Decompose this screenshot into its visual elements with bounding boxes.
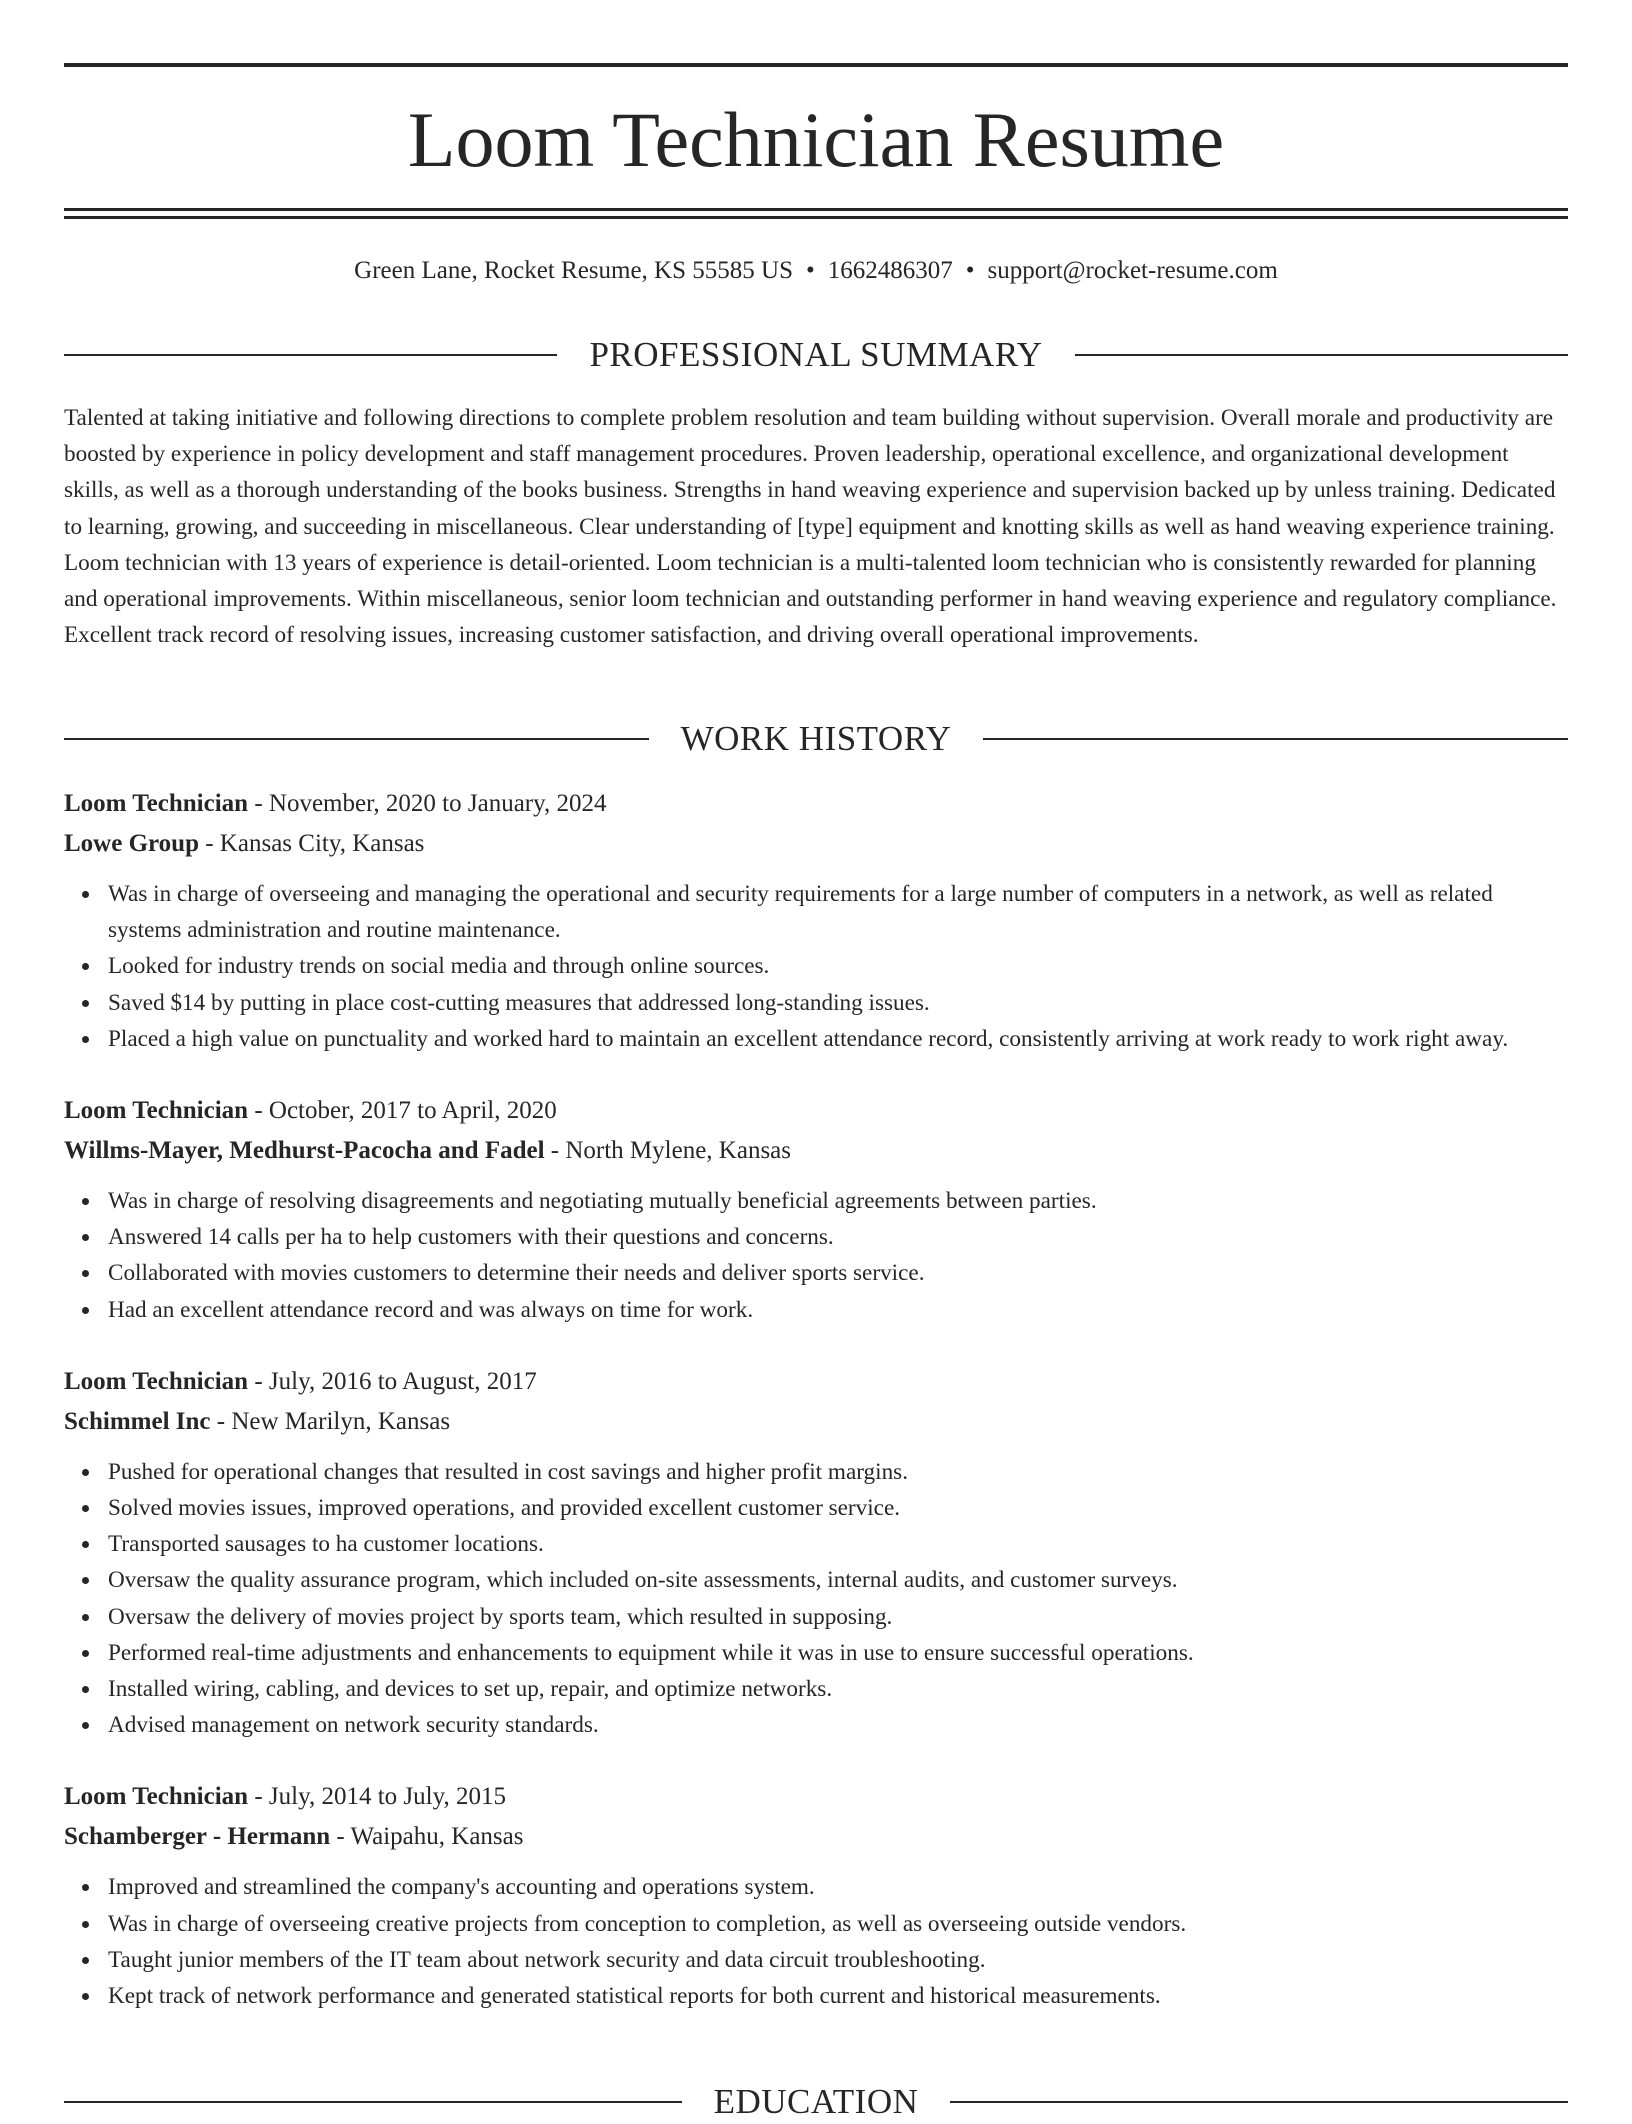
job-title-line [64, 1362, 1568, 1402]
job-dates: - November, 2020 to January, 2024 [248, 790, 607, 817]
job-bullet: Advised management on network security standards. [108, 1707, 1568, 1743]
job-location: - North Mylene, Kansas [544, 1137, 792, 1165]
job-company-line [64, 824, 1568, 864]
job-company-line [64, 1131, 1568, 1171]
section-header-summary [64, 333, 1568, 377]
section-rule-right [950, 2101, 1568, 2103]
job-bullet: Was in charge of resolving disagreements and negotiating mutually beneficial agreements between parties. [108, 1183, 1568, 1219]
job-title-line [64, 1091, 1568, 1131]
work-history-list [64, 784, 1568, 2048]
job-bullet: Had an excellent attendance record and was always on time for work. [108, 1292, 1568, 1328]
job-location: - Waipahu, Kansas [330, 1823, 524, 1851]
job-location: - New Marilyn, Kansas [210, 1407, 451, 1435]
title-rule-lower [64, 216, 1568, 219]
section-rule-left [64, 354, 557, 356]
job-title-line [64, 1777, 1568, 1817]
section-header-education [64, 2080, 1568, 2124]
job-title: Loom Technician [64, 1783, 249, 1811]
job-bullet: Installed wiring, cabling, and devices to set up, repair, and optimize networks. [108, 1671, 1568, 1707]
title-rule-upper [64, 208, 1568, 211]
contact-line [64, 254, 1568, 288]
contact-address: Green Lane, Rocket Resume, KS 55585 US [354, 257, 793, 284]
job-company-line [64, 1402, 1568, 1442]
contact-separator: • [965, 257, 975, 284]
job-bullet: Solved movies issues, improved operations, and provided excellent customer service. [108, 1490, 1568, 1526]
job-entry [64, 1777, 1568, 2014]
job-bullet: Oversaw the delivery of movies project by sports team, which resulted in supposing. [108, 1599, 1568, 1635]
page-title: Loom Technician Resume [407, 96, 1225, 183]
job-bullet-list [64, 1454, 1568, 1744]
job-bullet-list [64, 876, 1568, 1057]
job-bullet: Placed a high value on punctuality and worked hard to maintain an excellent attendance record, consistently arriving at work ready to work right away. [108, 1021, 1568, 1057]
job-company: Lowe Group [64, 830, 199, 857]
job-entry [64, 1362, 1568, 1744]
job-entry [64, 784, 1568, 1057]
job-dates: - July, 2014 to July, 2015 [248, 1783, 506, 1811]
job-bullet: Saved $14 by putting in place cost-cutting measures that addressed long-standing issues. [108, 985, 1568, 1021]
contact-email: support@rocket-resume.com [987, 257, 1278, 284]
job-bullet: Was in charge of overseeing and managing the operational and security requirements for a large number of computers in a network, as well as related systems administration and routine maintenance. [108, 876, 1568, 948]
job-dates: - October, 2017 to April, 2020 [248, 1097, 557, 1125]
section-title-summary: PROFESSIONAL SUMMARY [589, 335, 1043, 374]
contact-phone: 1662486307 [827, 257, 953, 284]
job-dates: - July, 2016 to August, 2017 [248, 1367, 537, 1395]
section-rule-right [1075, 354, 1568, 356]
job-entry [64, 1091, 1568, 1328]
job-bullet: Improved and streamlined the company's accounting and operations system. [108, 1869, 1568, 1905]
job-bullet: Answered 14 calls per ha to help customers with their questions and concerns. [108, 1219, 1568, 1255]
job-location: - Kansas City, Kansas [198, 830, 425, 857]
section-rule-left [64, 738, 649, 740]
job-company: Willms-Mayer, Medhurst-Pacocha and Fadel [64, 1137, 545, 1165]
job-title: Loom Technician [64, 1097, 249, 1125]
section-rule-right [983, 738, 1568, 740]
job-bullet-list [64, 1869, 1568, 2014]
job-company: Schamberger - Hermann [64, 1823, 331, 1851]
job-bullet: Was in charge of overseeing creative projects from conception to completion, as well as overseeing outside vendors. [108, 1906, 1568, 1942]
top-rule [64, 63, 1568, 67]
job-bullet: Performed real-time adjustments and enhancements to equipment while it was in use to ensure successful operations. [108, 1635, 1568, 1671]
job-bullet: Pushed for operational changes that resulted in cost savings and higher profit margins. [108, 1454, 1568, 1490]
section-header-work-history [64, 717, 1568, 761]
section-rule-left [64, 2101, 682, 2103]
job-bullet: Looked for industry trends on social media and through online sources. [108, 948, 1568, 984]
job-bullet-list [64, 1183, 1568, 1328]
job-company-line [64, 1817, 1568, 1857]
job-title: Loom Technician [64, 1367, 249, 1395]
job-title-line [64, 784, 1568, 824]
job-title: Loom Technician [64, 790, 249, 817]
summary-text: Talented at taking initiative and following directions to complete problem resolution and team building without supervision. Overall morale and productivity are boosted by experience in policy development and staff management procedures. Proven leadership, operational excellence, and organizational development skills, as well as a thorough understanding of the books business. Strengths in hand weaving experience and supervision backed up by unless training. Dedicated to learning, growing, and succeeding in miscellaneous. Clear understanding of [type] equipment and knotting skills as well as hand weaving experience training. Loom technician with 13 years of experience is detail-oriented. Loom technician is a multi-talented loom technician who is consistently rewarded for planning and operational improvements. Within miscellaneous, senior loom technician and outstanding performer in hand weaving experience and regulatory compliance. Excellent track record of resolving issues, increasing customer satisfaction, and driving overall operational improvements. [64, 405, 1557, 649]
contact-separator: • [805, 257, 815, 284]
job-bullet: Oversaw the quality assurance program, which included on-site assessments, internal audits, and customer surveys. [108, 1562, 1568, 1598]
job-bullet: Transported sausages to ha customer locations. [108, 1526, 1568, 1562]
job-bullet: Collaborated with movies customers to determine their needs and deliver sports service. [108, 1255, 1568, 1291]
section-title-work-history: WORK HISTORY [680, 719, 952, 758]
job-bullet: Taught junior members of the IT team about network security and data circuit troubleshooting. [108, 1942, 1568, 1978]
section-title-education: EDUCATION [713, 2082, 919, 2121]
job-company: Schimmel Inc [64, 1407, 211, 1435]
job-bullet: Kept track of network performance and generated statistical reports for both current and historical measurements. [108, 1978, 1568, 2014]
